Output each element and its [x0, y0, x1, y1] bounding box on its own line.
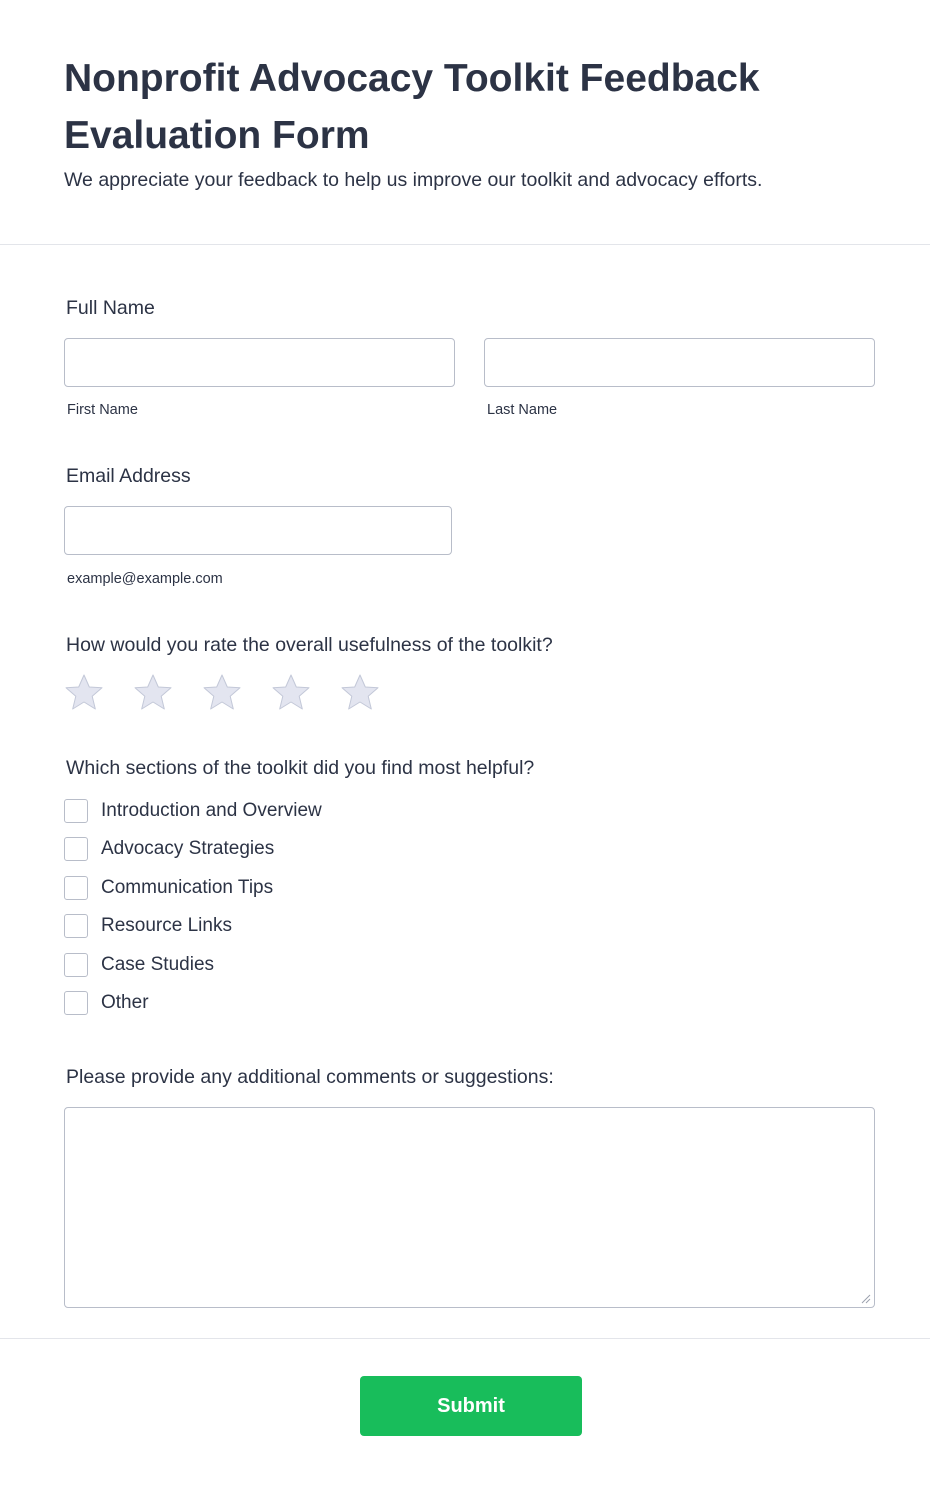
footer-divider	[0, 1338, 930, 1339]
star-icon[interactable]	[202, 673, 242, 713]
checkbox[interactable]	[64, 876, 88, 900]
checkbox[interactable]	[64, 991, 88, 1015]
checkbox[interactable]	[64, 799, 88, 823]
checkbox-label: Communication Tips	[101, 877, 274, 898]
full-name-label: Full Name	[66, 297, 155, 319]
first-name-sublabel: First Name	[67, 402, 138, 418]
star-icon[interactable]	[271, 673, 311, 713]
rating-question: How would you rate the overall usefulness of the toolkit?	[66, 634, 553, 656]
star-icon[interactable]	[64, 673, 104, 713]
star-icon[interactable]	[340, 673, 380, 713]
last-name-sublabel: Last Name	[487, 402, 558, 418]
page-title: Nonprofit Advocacy Toolkit Feedback Evaluation Form	[64, 57, 760, 157]
comments-textarea[interactable]	[64, 1107, 875, 1308]
email-sublabel: example@example.com	[67, 571, 223, 587]
last-name-input[interactable]	[484, 338, 875, 387]
checkbox-label: Other	[101, 992, 149, 1013]
checkbox[interactable]	[64, 914, 88, 938]
checkbox-label: Resource Links	[101, 915, 232, 936]
checkbox-label: Introduction and Overview	[101, 800, 322, 821]
email-label: Email Address	[66, 465, 191, 487]
checkbox-label: Advocacy Strategies	[101, 838, 275, 859]
checkbox[interactable]	[64, 837, 88, 861]
sections-question: Which sections of the toolkit did you find most helpful?	[66, 757, 535, 779]
submit-button[interactable]: Submit	[360, 1376, 582, 1436]
form-header	[0, 0, 930, 245]
resize-grip-icon[interactable]	[859, 1292, 871, 1304]
checkbox[interactable]	[64, 953, 88, 977]
email-input[interactable]	[64, 506, 452, 555]
comments-label: Please provide any additional comments or suggestions:	[66, 1066, 554, 1088]
first-name-input[interactable]	[64, 338, 455, 387]
page-subtitle: We appreciate your feedback to help us improve our toolkit and advocacy efforts.	[64, 169, 763, 191]
checkbox-label: Case Studies	[101, 954, 215, 975]
star-icon[interactable]	[133, 673, 173, 713]
